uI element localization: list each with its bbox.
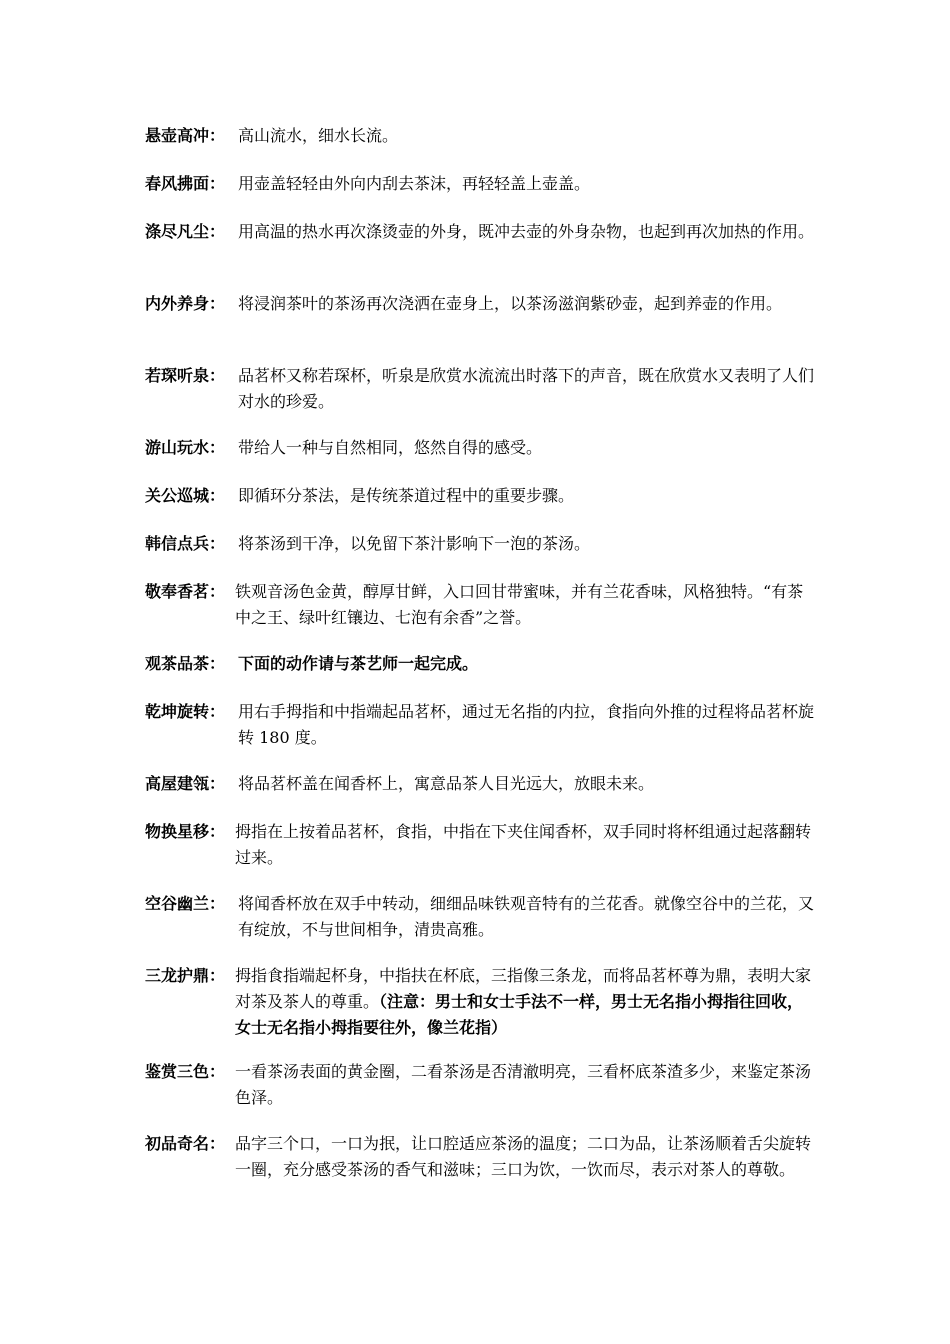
step-term: 涤尽凡尘： xyxy=(145,222,226,241)
step-term: 高屋建瓴： xyxy=(145,774,226,793)
step-term: 物换星移： xyxy=(145,822,226,841)
step-term: 鉴赏三色： xyxy=(145,1062,226,1081)
step-description: 将茶汤到干净，以免留下茶汁影响下一泡的茶汤。 xyxy=(238,534,591,553)
step-term: 敬奉香茗： xyxy=(145,582,226,601)
step-term: 乾坤旋转： xyxy=(145,702,226,721)
step-description: 将闻香杯放在双手中转动，细细品味铁观音特有的兰花香。就像空谷中的兰花，又有绽放，不与世间相争，清贵高雅。 xyxy=(238,894,815,939)
step-term: 初品奇名： xyxy=(145,1134,226,1153)
step-description: 拇指在上按着品茗杯，食指，中指在下夹住闻香杯，双手同时将杯组通过起落翻转过来。 xyxy=(235,822,812,867)
step-description xyxy=(235,963,819,1041)
step-description: 一看茶汤表面的黄金圈，二看茶汤是否清澈明亮，三看杯底茶渣多少，来鉴定茶汤色泽。 xyxy=(235,1062,812,1107)
step-description: 下面的动作请与茶艺师一起完成。 xyxy=(238,654,479,673)
step-description: 将浸润茶叶的茶汤再次浇洒在壶身上，以茶汤滋润紫砂壶，起到养壶的作用。 xyxy=(238,294,783,313)
step-description-text: 拇指食指端起杯身，中指扶在杯底，三指像三条龙，而将品茗杯尊为鼎，表明大家对茶及茶人的尊重。 xyxy=(235,966,812,1011)
step-description: 高山流水，细水长流。 xyxy=(238,126,399,145)
step-description: 带给人一种与自然相同，悠然自得的感受。 xyxy=(238,438,543,457)
step-description: 用右手拇指和中指端起品茗杯，通过无名指的内拉，食指向外推的过程将品茗杯旋转 180 度。 xyxy=(238,702,815,747)
step-description: 品茗杯又称若琛杯，听泉是欣赏水流流出时落下的声音，既在欣赏水又表明了人们对水的珍爱。 xyxy=(238,366,815,411)
step-term: 若琛听泉： xyxy=(145,366,226,385)
step-term: 游山玩水： xyxy=(145,438,226,457)
step-term: 观茶品茶： xyxy=(145,654,226,673)
step-term: 悬壶高冲： xyxy=(145,126,226,145)
step-term: 关公巡城： xyxy=(145,486,226,505)
step-description: 即循环分茶法，是传统茶道过程中的重要步骤。 xyxy=(238,486,575,505)
step-term: 空谷幽兰： xyxy=(145,894,226,913)
step-term: 春风拂面： xyxy=(145,174,226,193)
step-term: 三龙护鼎： xyxy=(145,966,226,985)
step-description: 将品茗杯盖在闻香杯上，寓意品茶人目光远大，放眼未来。 xyxy=(238,774,655,793)
step-description: 品字三个口，一口为抿，让口腔适应茶汤的温度；二口为品，让茶汤顺着舌尖旋转一圈，充分感受茶汤的香气和滋味；三口为饮，一饮而尽，表示对茶人的尊敬。 xyxy=(235,1134,812,1179)
step-description: 用高温的热水再次涤烫壶的外身，既冲去壶的外身杂物，也起到再次加热的作用。 xyxy=(238,222,815,241)
step-term: 内外养身： xyxy=(145,294,226,313)
step-description: 铁观音汤色金黄，醇厚甘鲜，入口回甘带蜜味，并有兰花香味，风格独特。“有茶中之王、绿叶红镶边、七泡有余香”之誉。 xyxy=(235,582,804,627)
step-note: （注意：男士和女士手法不一样，男士无名指小拇指往回收，女士无名指小拇指要往外，像兰花指） xyxy=(235,992,804,1037)
step-description: 用壶盖轻轻由外向内刮去茶沫，再轻轻盖上壶盖。 xyxy=(238,174,591,193)
step-term: 韩信点兵： xyxy=(145,534,226,553)
